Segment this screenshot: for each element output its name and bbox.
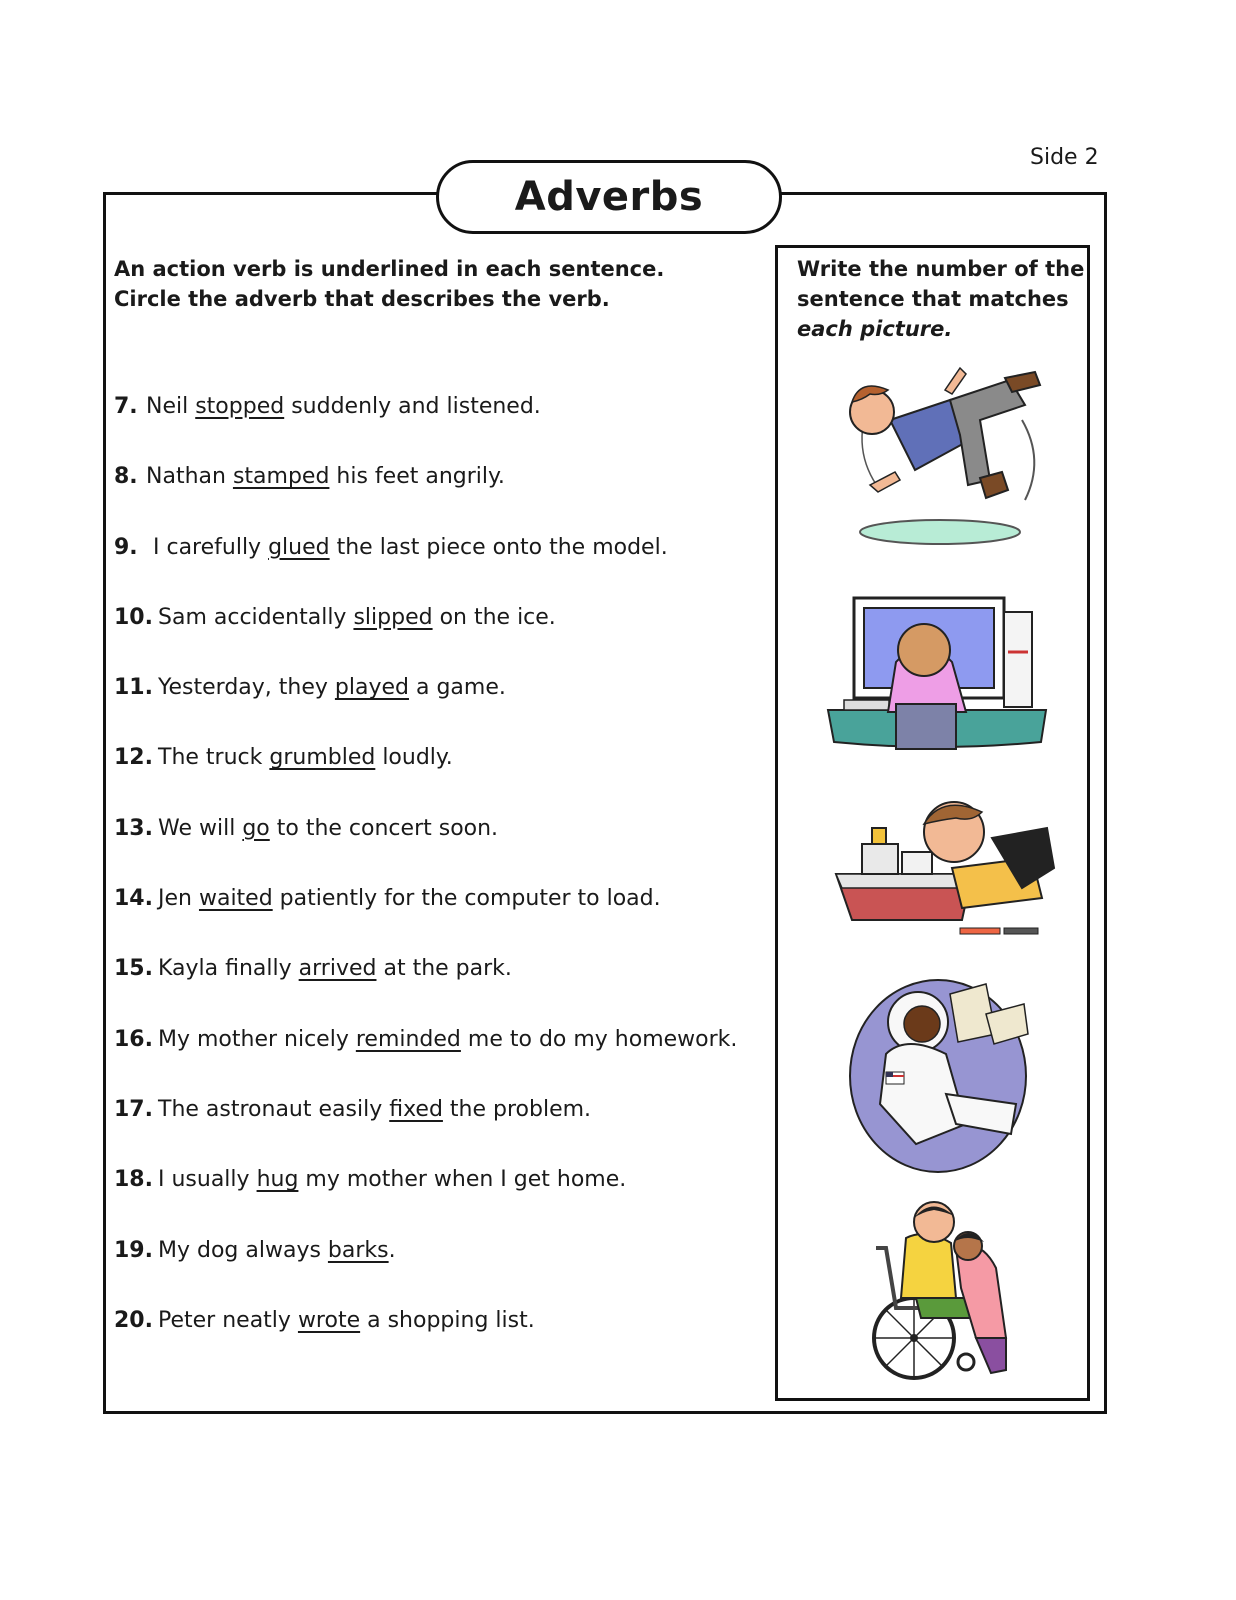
sentence-8[interactable] [114,464,737,534]
sentence-15[interactable] [114,956,737,1026]
sentence-9[interactable] [114,535,737,605]
underlined-verb: hug [256,1167,299,1193]
sentence-text-after: me to do my homework. [460,1026,738,1052]
sentence-number: 10. [114,604,153,630]
sentence-number: 20. [114,1307,153,1333]
sentence-number: 9. [114,534,138,560]
underlined-verb: slipped [353,604,433,630]
underlined-verb: grumbled [269,745,376,771]
sentence-12[interactable] [114,745,737,815]
underlined-verb: wrote [297,1307,361,1333]
sentence-text-after: loudly. [375,745,453,771]
sentence-text-after: my mother when I get home. [298,1167,627,1193]
side-label: Side 2 [1030,145,1099,170]
sentence-number: 7. [114,394,138,419]
worksheet-title: Adverbs [436,160,782,234]
underlined-verb: barks [327,1237,389,1263]
boy-gluing-model-ship-icon [832,788,1058,943]
instructions [114,254,664,314]
picture-instr-line-2: sentence that matches [797,287,1069,311]
sentence-number: 13. [114,815,153,841]
underlined-verb: stamped [232,464,330,490]
sentence-text-after: to the concert soon. [269,815,499,841]
sentence-text-before: I carefully [146,534,269,560]
sentence-text-before: I usually [158,1167,257,1193]
sentence-text-before: My mother nicely [158,1026,356,1052]
slipping-boy-icon [840,360,1050,560]
sentence-text-before: Jen [158,886,199,912]
underlined-verb: go [242,815,270,841]
sentence-text-before: Kayla finally [158,956,299,982]
sentence-number: 17. [114,1096,153,1122]
sentence-16[interactable] [114,1027,737,1097]
sentence-text-after: at the park. [376,956,512,982]
sentence-text-after: a shopping list. [360,1307,535,1333]
sentence-20[interactable] [114,1308,737,1378]
sentence-text-before: The truck [158,745,270,771]
sentence-text-before: Sam accidentally [158,604,354,630]
sentence-number: 14. [114,886,153,912]
underlined-verb: arrived [298,956,377,982]
sentence-number: 11. [114,675,153,701]
mother-hug-wheelchair-icon [856,1198,1036,1383]
sentence-13[interactable] [114,816,737,886]
picture-panel-instructions [797,254,1084,344]
sentence-text-before: We will [158,815,243,841]
sentence-number: 8. [114,464,138,490]
sentence-text-after: patiently for the computer to load. [272,886,661,912]
sentence-11[interactable] [114,675,737,745]
sentence-7[interactable] [114,394,737,464]
sentence-text-before: Neil [146,394,196,419]
sentence-number: 15. [114,956,153,982]
underlined-verb: stopped [195,394,285,419]
sentence-text-after: suddenly and listened. [284,394,541,419]
sentence-text-after: the problem. [442,1096,592,1122]
sentence-text-before: Yesterday, they [158,675,335,701]
underlined-verb: fixed [389,1096,443,1122]
underlined-verb: glued [268,534,330,560]
sentence-text-before: The astronaut easily [158,1096,390,1122]
underlined-verb: reminded [355,1026,461,1052]
sentence-number: 19. [114,1237,153,1263]
astronaut-fixing-icon [846,974,1036,1179]
sentence-10[interactable] [114,605,737,675]
child-at-computer-icon [826,592,1048,752]
sentence-text-before: Nathan [146,464,233,490]
sentence-text-after: a game. [408,675,506,701]
sentence-14[interactable] [114,886,737,956]
sentence-19[interactable] [114,1238,737,1308]
sentence-list [114,394,737,1378]
sentence-17[interactable] [114,1097,737,1167]
sentence-text-after: . [388,1237,396,1263]
underlined-verb: waited [198,886,273,912]
sentence-text-after: on the ice. [432,604,556,630]
sentence-number: 12. [114,745,153,771]
sentence-number: 16. [114,1026,153,1052]
sentence-number: 18. [114,1167,153,1193]
underlined-verb: played [334,675,409,701]
picture-instr-line-1: Write the number of the [797,257,1085,281]
sentence-text-before: My dog always [158,1237,328,1263]
picture-instr-line-3: each picture. [797,317,953,341]
sentence-18[interactable] [114,1167,737,1237]
sentence-text-after: the last piece onto the model. [329,534,668,560]
sentence-text-after: his feet angrily. [329,464,505,490]
sentence-text-before: Peter neatly [158,1307,298,1333]
instructions-line-2: Circle the adverb that describes the verb. [114,287,610,311]
instructions-line-1: An action verb is underlined in each sentence. [114,257,665,281]
